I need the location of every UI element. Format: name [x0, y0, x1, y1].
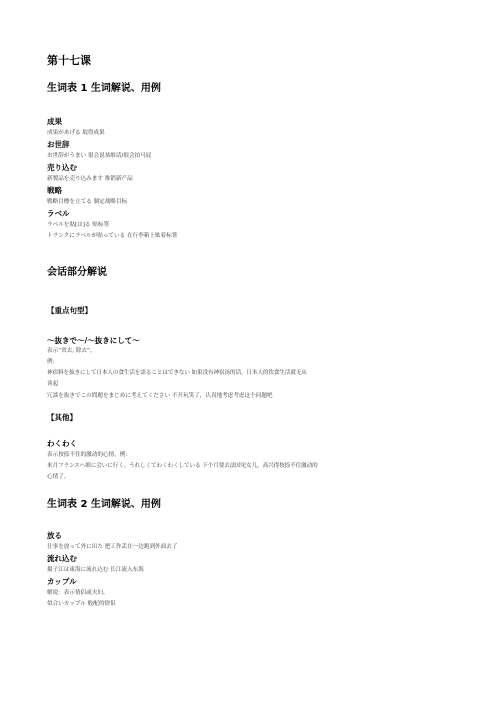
others-example-1-cont: 心情了。: [47, 474, 70, 480]
lesson-title: 第十七课: [47, 54, 91, 67]
entry-example-seika: 成果があげる 取得成果: [47, 130, 105, 136]
entry-example-label-2: トランクにラベルが貼っている 在行李箱上贴着标签: [47, 233, 178, 239]
pattern-heading: ～抜きで～/～抜きにして～: [47, 336, 140, 345]
entry-word-couple: カップル: [47, 577, 77, 586]
section-heading-vocab-2: 生词表 2 生词解说、用例: [47, 499, 161, 510]
section-heading-conversation: 会话部分解说: [47, 267, 107, 278]
pattern-example-1-cont: 谈起: [47, 381, 59, 387]
entry-word-nagarekomu: 流れ込む: [47, 554, 77, 563]
entry-example-oseji: お世辞がうまい 很会说恭维话/很会拍马屁: [47, 153, 152, 159]
entry-word-seika: 成果: [47, 117, 62, 126]
entry-word-urikomu: 売り込む: [47, 163, 77, 172]
entry-word-oseji: お世辞: [47, 140, 70, 149]
entry-example-senryaku: 戦略目標を立てる 制定战略目标: [47, 199, 128, 205]
entry-word-label: ラベル: [47, 209, 70, 218]
entry-example-couple-2: 似合いカップル 般配的情侣: [47, 601, 116, 607]
pattern-example-2: 冗談を抜きでこの問題をまじめに考えてください 不开玩笑了，认真地考虑考虑这个问题吧: [47, 393, 273, 399]
entry-example-couple-1: 解说：表示情侣或夫妇。: [47, 590, 109, 596]
others-label: 【其他】: [47, 413, 77, 422]
entry-word-hooru: 放る: [47, 531, 62, 540]
entry-example-urikomu: 新製品を売り込みます 推销新产品: [47, 176, 133, 182]
entry-example-label-1: ラベルを貼[は]る 贴标签: [47, 222, 110, 228]
others-word: わくわく: [47, 439, 77, 448]
entry-example-nagarekomu: 揚子江は東海に流れ込む 长江流入东海: [47, 567, 144, 573]
pattern-example-1: 神宿料を抜きにして日本人の食生活を語ることはできない 如果没有神宿汤的话，日本人的饮食生活就无从: [47, 370, 307, 376]
others-meaning: 表示按捺不住的激动的心情。例：: [47, 452, 131, 458]
entry-word-senryaku: 戦略: [47, 186, 62, 195]
section-heading-vocab-1: 生词表 1 生词解说、用例: [47, 83, 161, 94]
pattern-meaning: 表示“省去, 除去”。: [47, 348, 96, 354]
entry-example-hooru: 仕事を放って外に出た 把工作丢在一边跑到外面去了: [47, 544, 178, 550]
others-example-1: 来月フランスへ娘に会いに行く。うれしくてわくわくしている 下个月要去法国见女儿，高兴得按捺不住激动的: [47, 463, 318, 469]
key-patterns-label: 【重点句型】: [47, 306, 92, 315]
example-label: 例：: [47, 359, 59, 365]
